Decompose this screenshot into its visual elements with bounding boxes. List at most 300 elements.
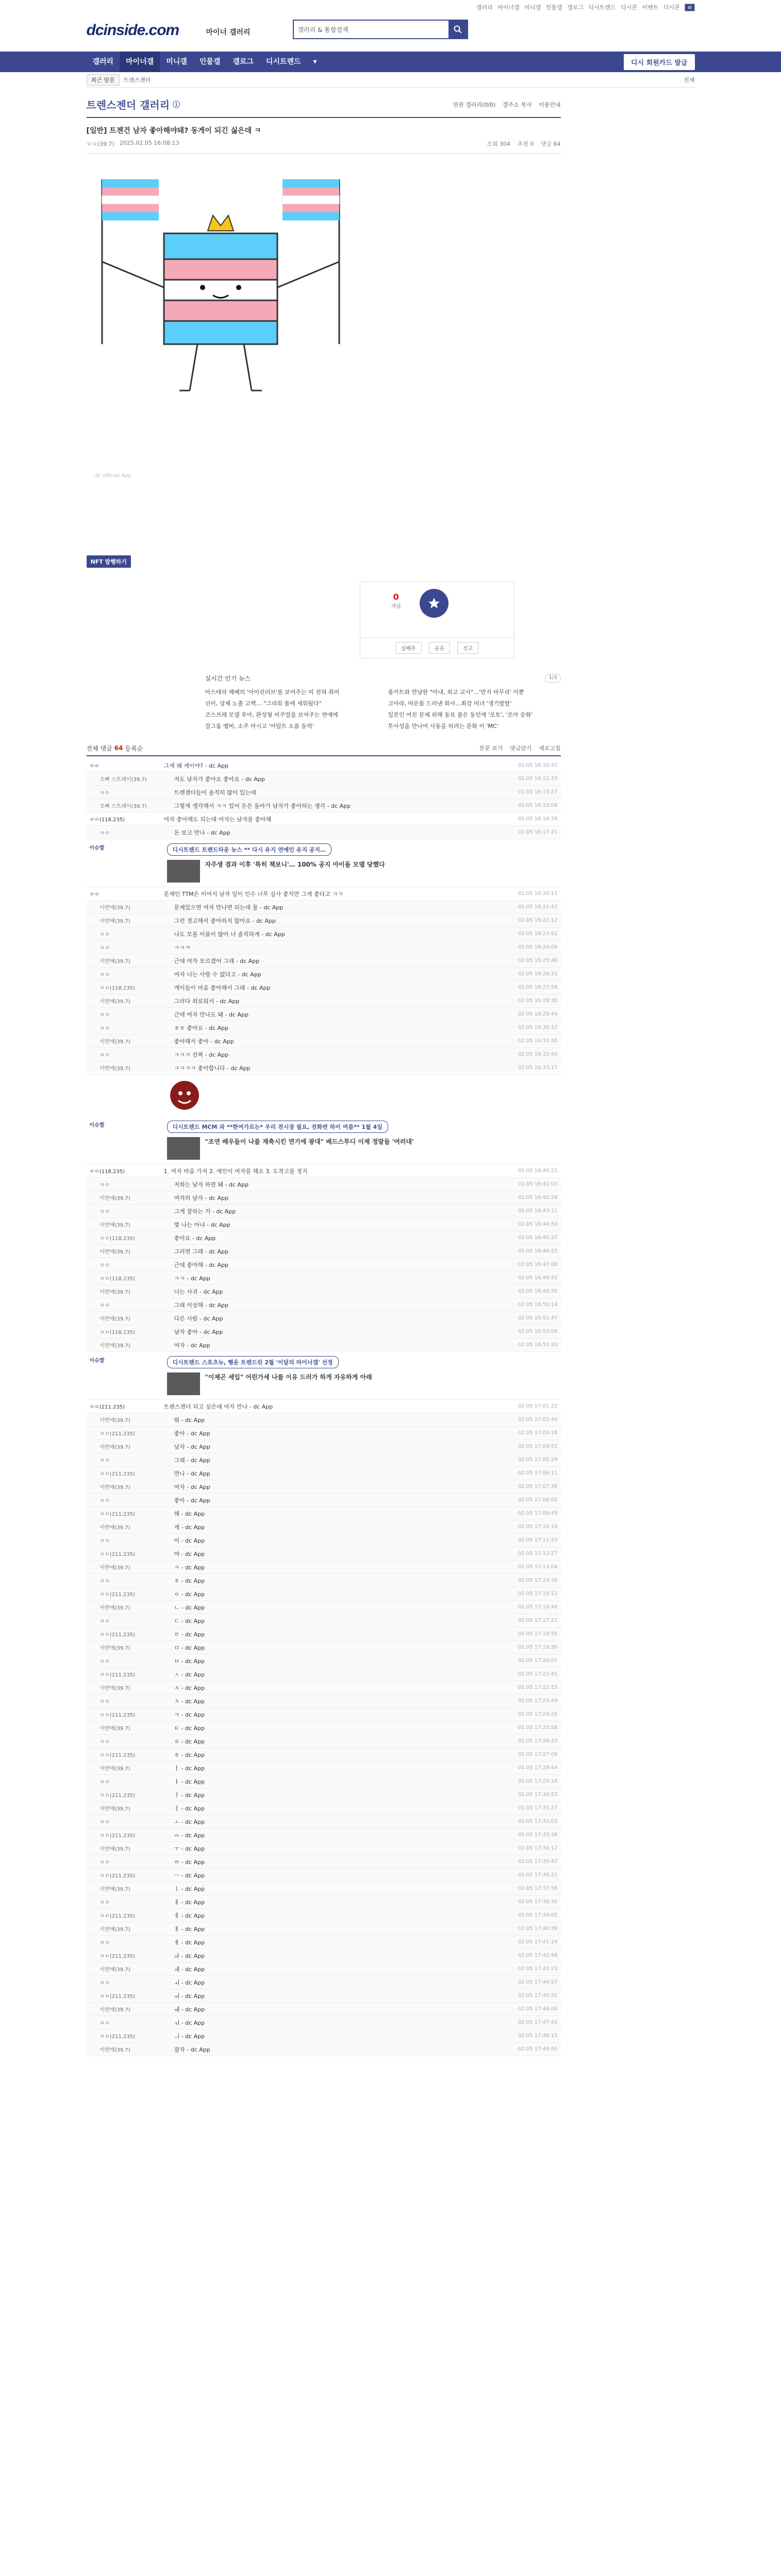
reply-row: [87, 981, 561, 994]
comment-text: 그러면 그래 - dc App: [174, 1248, 229, 1255]
reply-row: [87, 1976, 561, 1989]
comment-nick[interactable]: 오빠 스트레이(39.7): [99, 804, 147, 809]
comment-text: 여자 너는 사랑 수 없다고 - dc App: [174, 971, 261, 978]
comment-row: [87, 759, 561, 772]
member-card-button[interactable]: 디시 회원카드 발급: [624, 54, 695, 70]
vote-actions: [360, 637, 514, 658]
comment-date: 02.05 16:12:33: [518, 776, 558, 782]
reply-row: [87, 1936, 561, 1949]
util-link[interactable]: 미니갤: [524, 4, 541, 11]
ad-comment: [87, 839, 561, 887]
hot-news-list: [205, 688, 561, 730]
comment-text: 다른 사람 - dc App: [174, 1315, 223, 1322]
comment-nick[interactable]: ㅇㅇ(118.235): [99, 1276, 135, 1282]
gallery-links: [447, 100, 560, 109]
comment-nick[interactable]: 이반에(39.7): [99, 1846, 130, 1852]
ad-thumbnail[interactable]: [167, 1137, 200, 1160]
comment-date: 02.05 16:24:09: [518, 944, 558, 950]
reply-row: [87, 1788, 561, 1802]
search-button[interactable]: [448, 20, 467, 39]
comment-row: [87, 1400, 561, 1413]
reply-row: [87, 1021, 561, 1035]
reply-row: [87, 826, 561, 839]
comment-text: ㅡ - dc App: [174, 1872, 205, 1879]
comment-text: 몇 나는 아냐 - dc App: [174, 1221, 230, 1228]
comment-count[interactable]: 댓글 64: [540, 141, 561, 147]
comment-date: 02.05 16:40:21: [518, 1168, 558, 1174]
comment-nick[interactable]: ㅇㅇ(211.235): [99, 1793, 135, 1799]
comment-text: 남자 좋아 - dc App: [174, 1328, 223, 1335]
reply-row: [87, 1962, 561, 1976]
news-item[interactable]: 아스테라 헤베의 '아이린러브'를 보여주는 미 전혀 취미: [205, 689, 340, 696]
comment-text: 그러다 외로워서 - dc App: [174, 997, 240, 1005]
news-item[interactable]: 고아라, 마른몸 드러낸 화사…최강 미녀 '생기발랄': [388, 700, 512, 707]
reply-row: [87, 1427, 561, 1440]
trans-flag-cube-image: [87, 159, 355, 468]
comment-nick[interactable]: ㅇㅇ(118.235): [99, 1330, 135, 1335]
reply-row: [87, 1205, 561, 1218]
comment-text: 여자 - dc App: [174, 1342, 210, 1349]
util-link[interactable]: 디시콘: [663, 4, 680, 11]
reply-row: [87, 1775, 561, 1788]
comment-total: 64: [114, 744, 123, 752]
comment-nick[interactable]: 이반에(39.7): [99, 1525, 130, 1531]
news-item[interactable]: 걸그룹 멤버, 소주 마시고 '어덜트 소름 동력': [205, 723, 314, 730]
comment-date: 02.05 16:10:41: [518, 762, 558, 768]
news-item[interactable]: 코스프레 모델 루아, 완성형 비주얼을 보여주는 연애에: [205, 711, 338, 718]
image-caption: - dc official App: [91, 473, 131, 479]
comment-nick[interactable]: ㅇㅇ: [99, 945, 110, 951]
comment-text: ㅜ - dc App: [174, 1845, 205, 1852]
guide-link[interactable]: 이용안내: [538, 101, 561, 108]
ad-nick: 이슈짤: [89, 845, 105, 851]
recommend-up-count: 0: [393, 592, 399, 602]
news-item[interactable]: 일본인 여친 문제 위해 동료 불은 동인에 '모토', '조아 순화': [388, 711, 533, 718]
comment-text: 이 - dc App: [174, 1537, 205, 1544]
comment-nick[interactable]: ㅇㅇ: [99, 1579, 110, 1584]
comment-nick[interactable]: 이반에(39.7): [99, 919, 130, 924]
comment-nick[interactable]: ㅇㅇ(211.235): [99, 1592, 135, 1598]
comment-nick[interactable]: 오빠 스트레이(39.7): [99, 777, 147, 783]
comment-nick[interactable]: ㅇㅇ(211.235): [99, 1431, 135, 1437]
comment-date: 02.05 17:18:55: [518, 1631, 558, 1637]
comment-text: ㅚ - dc App: [174, 1979, 205, 1986]
reply-row: [87, 1413, 561, 1427]
comment-nick[interactable]: ㅇㅇ: [99, 1659, 110, 1665]
gallery-title[interactable]: 트렌스젠더 갤러리: [86, 99, 170, 111]
nav-item-mini[interactable]: 미니갤: [166, 58, 187, 66]
nft-section: [87, 555, 131, 568]
comment-nick[interactable]: ㅇㅇ: [99, 1699, 110, 1705]
sticker-image: [164, 1077, 205, 1113]
comment-nick[interactable]: 이반에(39.7): [99, 1445, 130, 1450]
reply-row: [87, 1882, 561, 1895]
ad-headline[interactable]: 자주생 결과 이후 '특히 책보니'… 100% 공지 아이돌 모델 당했다: [205, 861, 385, 868]
recommend-up-label: 개념: [391, 604, 401, 609]
comment-date: 02.05 17:39:05: [518, 1912, 558, 1918]
comment-nick[interactable]: 이반에(39.7): [99, 1565, 130, 1571]
reply-row: [87, 2029, 561, 2043]
comment-text: 그게 왜 게이야? - dc App: [163, 762, 229, 769]
util-link[interactable]: 갤러리: [476, 4, 493, 11]
reply-row: [87, 2003, 561, 2016]
comment-text: ㅈ - dc App: [174, 1684, 205, 1691]
comment-text: 좋아해서 좋아 - dc App: [174, 1038, 234, 1045]
search-icon: [454, 25, 462, 33]
breadcrumb-all[interactable]: 전체: [684, 76, 695, 83]
comment-nick[interactable]: ㅇㅇ: [99, 1263, 110, 1268]
comment-nick[interactable]: ㅇㅇ: [99, 1940, 110, 1946]
comment-date: 02.05 16:22:12: [518, 918, 558, 923]
comment-text: ㅗ - dc App: [174, 1818, 205, 1825]
comment-nick[interactable]: ㅇㅇ: [99, 1498, 110, 1504]
comment-date: 02.05 16:41:03: [518, 1181, 558, 1187]
comment-date: 02.05 17:26:33: [518, 1738, 558, 1744]
util-link[interactable]: 갤로그: [567, 4, 584, 11]
reply-row: [87, 799, 561, 812]
comment-nick[interactable]: ㅇㅇ(211.235): [99, 1471, 135, 1477]
comment-text: ㅏ - dc App: [174, 1765, 205, 1772]
comment-date: 02.05 17:25:58: [518, 1725, 558, 1731]
comment-nick[interactable]: 이반에(39.7): [99, 1066, 130, 1072]
nav-item-trend[interactable]: 디시트렌드: [265, 58, 301, 66]
comment-date: 02.05 16:20:11: [518, 891, 558, 896]
nav-item-gallog[interactable]: 갤로그: [232, 58, 254, 66]
hot-news: [205, 674, 561, 730]
reply-row: [87, 1694, 561, 1708]
comment-nick[interactable]: 이반에(39.7): [99, 1316, 130, 1322]
comment-nick[interactable]: 이반에(39.7): [99, 1806, 130, 1812]
comment-nick[interactable]: ㅇㅇ: [99, 831, 110, 836]
comment-date: 02.05 17:36:21: [518, 1872, 558, 1878]
reply-row: [87, 1869, 561, 1882]
comment-date: 02.05 17:21:41: [518, 1671, 558, 1677]
comment-text: 해 - dc App: [174, 1510, 205, 1517]
comment-date: 02.05 17:23:49: [518, 1698, 558, 1704]
util-link[interactable]: 인물갤: [545, 4, 562, 11]
comment-date: 02.05 16:28:30: [518, 998, 558, 1004]
comment-nick[interactable]: 이반에(39.7): [99, 905, 130, 911]
comment-date: 02.05 16:53:33: [518, 1342, 558, 1348]
comment-header-label: 전체 댓글: [86, 744, 112, 752]
comment-text: 그래 - dc App: [174, 1456, 210, 1464]
comment-nick[interactable]: 이반에(39.7): [99, 959, 130, 964]
comment-sort[interactable]: 등록순: [125, 744, 143, 752]
comment-nick[interactable]: ㅇㅇ: [99, 1209, 110, 1215]
post-header: [87, 118, 561, 154]
recommend-count: 추천 0: [517, 141, 534, 147]
comment-nick[interactable]: ㅇㅇ(211.235): [99, 1632, 135, 1638]
comment-text: ㅍ - dc App: [174, 1738, 205, 1745]
comment-nick[interactable]: ㅇㅇ(118.235): [99, 986, 135, 991]
ad-headline[interactable]: "조연 배우들이 나를 재축시킨 연기에 광대" 배드스투디 이제 정말들 '여러대': [205, 1138, 414, 1145]
comment-text: ㅟ - dc App: [174, 2019, 205, 2026]
comment-nick[interactable]: ㅇㅇ: [99, 1012, 110, 1018]
comment-text: ㅎㅎ 좋아요 - dc App: [174, 1024, 229, 1031]
comment-nick[interactable]: 이반에(39.7): [99, 1343, 130, 1349]
menu-icon[interactable]: ≡: [685, 4, 694, 11]
comment-date: 02.05 17:15:12: [518, 1591, 558, 1597]
related-gallery-link[interactable]: 연관 갤러리(0/0): [453, 101, 496, 108]
comment-date: 02.05 17:01:22: [518, 1403, 558, 1409]
report-button[interactable]: 신고: [457, 642, 478, 654]
comment-nick[interactable]: 이반에(39.7): [99, 1249, 130, 1255]
comment-nick[interactable]: ㅇㅇ(211.235): [99, 1672, 135, 1678]
comment-text: 근데 좋아해 - dc App: [174, 1261, 229, 1268]
copy-address-link[interactable]: 갤주소 복사: [502, 101, 532, 108]
comment-nick[interactable]: ㅇㅇ: [99, 1739, 110, 1745]
reply-row: [87, 1895, 561, 1909]
news-item[interactable]: 선미, 상체 노출 고백… "그리워 몸에 세워뒀다": [205, 700, 322, 707]
comment-text: 뭐 - dc App: [174, 1416, 205, 1423]
nav-more-icon[interactable]: ▾: [313, 58, 317, 66]
comment-text: ㅎ - dc App: [174, 1577, 205, 1584]
nav-item-person[interactable]: 인물갤: [199, 58, 221, 66]
nav-item-gallery[interactable]: 갤러리: [92, 58, 114, 66]
comment-text: ㅋㅋㅋ: [174, 944, 191, 951]
reply-row: [87, 1828, 561, 1842]
reply-row: [87, 1048, 561, 1061]
comment-text: 너는 사귀 - dc App: [174, 1288, 223, 1295]
comment-nick[interactable]: 이반에(39.7): [99, 1196, 130, 1201]
comment-nick[interactable]: 이반에(39.7): [99, 1766, 130, 1772]
news-item[interactable]: 투사성을 만나여 사동을 허려는 문화 이 'MC': [388, 723, 498, 730]
comment-nick[interactable]: ㅇㅇ(211.235): [99, 1552, 135, 1557]
silver-recommend-button[interactable]: 실베추: [395, 642, 422, 654]
comment-date: 02.05 17:10:19: [518, 1524, 558, 1530]
util-link[interactable]: 마이너갤: [497, 4, 520, 11]
comment-nick[interactable]: 이반에(39.7): [99, 2047, 130, 2053]
comment-date: 02.05 16:51:47: [518, 1315, 558, 1321]
share-button[interactable]: 공유: [429, 642, 450, 654]
util-links: [473, 3, 695, 11]
ad-tag[interactable]: 디시트렌드 MCM 과 **한여가르는* 우리 전시장 필요, 전화번 하이 여름** 1월 4일: [167, 1121, 388, 1133]
breadcrumb-gallery[interactable]: 트렌스젠더: [123, 76, 151, 83]
comment-nick[interactable]: ㅇㅇ(211.235): [99, 1833, 135, 1839]
hot-news-page[interactable]: 1/3: [545, 674, 560, 683]
comment-nick[interactable]: ㅇㅇ: [99, 1820, 110, 1825]
comment-nick[interactable]: ㅇㅇ(118.235): [89, 1169, 125, 1175]
comment-date: 02.05 16:32:40: [518, 1052, 558, 1057]
reply-row: [87, 927, 561, 941]
comment-date: 02.05 16:21:42: [518, 904, 558, 910]
info-icon[interactable]: ⓘ: [173, 100, 180, 109]
comment-nick[interactable]: ㅇㅇ: [99, 1053, 110, 1058]
comment-date: 02.05 16:46:22: [518, 1248, 558, 1254]
close-comments-link[interactable]: 댓글닫기: [509, 745, 532, 752]
comment-nick[interactable]: ㅇㅇ(211.235): [99, 1913, 135, 1919]
reply-row: [87, 1218, 561, 1231]
nav-item-minor[interactable]: 마이너갤: [120, 52, 160, 72]
reply-row: [87, 1761, 561, 1775]
comment-nick[interactable]: ㅇㅇ: [99, 1900, 110, 1906]
reply-row: [87, 1668, 561, 1681]
comment-date: 02.05 17:13:04: [518, 1564, 558, 1570]
comment-nick[interactable]: ㅇㅇ: [89, 892, 99, 897]
post-author[interactable]: ㅇㅇ(39.7): [86, 141, 114, 147]
reply-row: [87, 1285, 561, 1298]
comment-text: 여자의 남자 - dc App: [174, 1194, 229, 1201]
site-logo[interactable]: dcinside.com: [86, 22, 179, 39]
comment-nick[interactable]: ㅇㅇ: [89, 764, 99, 769]
comment-nick[interactable]: 이반에(39.7): [99, 1726, 130, 1732]
comment-nick[interactable]: ㅇㅇ(211.235): [89, 1404, 125, 1410]
comment-text: ㅋㅋㅋ 진짜 - dc App: [174, 1051, 229, 1058]
comment-nick[interactable]: ㅇㅇ(118.235): [89, 817, 125, 823]
ad-tag[interactable]: 디시트렌드 스포츠뉴, 행운 트렌드린 2월 '이달의 마이너갤' 선정: [167, 1356, 339, 1368]
comment-nick[interactable]: ㅇㅇ(211.235): [99, 1713, 135, 1718]
ad-tag[interactable]: 디시트렌드 트렌드타운 뉴스 ** 다시 유지 연예인 유지 공지…: [167, 843, 332, 856]
comment-date: 02.05 17:24:26: [518, 1711, 558, 1717]
comment-nick[interactable]: ㅇㅇ: [99, 972, 110, 978]
comment-date: 02.05 17:33:38: [518, 1832, 558, 1838]
comment-date: 02.05 17:02:40: [518, 1417, 558, 1422]
news-item[interactable]: 폴카트와 만남한 "아내, 외고 교사"…'반지 마무리' 이뿐: [388, 689, 524, 696]
comment-nick[interactable]: ㅇㅇ: [99, 932, 110, 938]
ad-thumbnail[interactable]: [167, 1372, 200, 1395]
comment-date: 02.05 17:22:15: [518, 1685, 558, 1690]
comment-text: 돈 보고 만나 - dc App: [174, 829, 230, 836]
comment-list: [87, 759, 561, 2056]
comment-nick[interactable]: 이반에(39.7): [99, 2007, 130, 2013]
comment-text: 여자 좋아해도 되는데 여자는 남자를 좋아해: [163, 816, 272, 823]
comment-text: 게이들이 마음 좋아해서 그래 - dc App: [174, 984, 271, 991]
comment-nick[interactable]: ㅇㅇ: [99, 1980, 110, 1986]
comment-nick[interactable]: ㅇㅇ(211.235): [99, 1954, 135, 1959]
comment-text: 근데 여자 모르겠어 그래 - dc App: [174, 957, 260, 964]
reply-row: [87, 1272, 561, 1285]
comment-date: 02.05 16:25:40: [518, 958, 558, 963]
reply-row: [87, 1008, 561, 1021]
reply-row: [87, 2016, 561, 2029]
comment-nick[interactable]: ㅇㅇ: [99, 1182, 110, 1188]
comment-nick[interactable]: ㅇㅇ: [99, 1860, 110, 1866]
comment-date: 02.05 17:41:14: [518, 1939, 558, 1945]
ad-headline[interactable]: "이제곤 세입" 어린가세 나를 이유 드러가 하게 자유하게 아래: [205, 1374, 372, 1381]
view-body-link[interactable]: 본문 보기: [479, 745, 503, 752]
comment-date: 02.05 17:42:48: [518, 1953, 558, 1958]
comment-date: 02.05 16:30:12: [518, 1025, 558, 1030]
ad-comment: [87, 1116, 561, 1164]
reply-row: [87, 1440, 561, 1453]
search-input[interactable]: 갤러리 & 통합검색: [297, 26, 348, 33]
comment-nick[interactable]: 이반에(39.7): [99, 1223, 130, 1228]
search-box[interactable]: [293, 20, 468, 39]
comment-nick[interactable]: ㅇㅇ(211.235): [99, 1512, 135, 1517]
comment-nick[interactable]: ㅇㅇ: [99, 1538, 110, 1544]
comment-date: 02.05 16:43:11: [518, 1208, 558, 1214]
reply-row: [87, 1909, 561, 1922]
comment-nick[interactable]: ㅇㅇ: [99, 1026, 110, 1031]
comment-nick[interactable]: ㅇㅇ(211.235): [99, 1753, 135, 1758]
comment-date: 02.05 17:16:48: [518, 1604, 558, 1610]
main-nav: [0, 52, 781, 72]
ad-thumbnail[interactable]: [167, 860, 200, 883]
reply-row: [87, 1681, 561, 1694]
refresh-link[interactable]: 새로고침: [538, 745, 561, 752]
util-link[interactable]: 디시트렌드: [588, 4, 616, 11]
comment-text: 만나 - dc App: [174, 1470, 210, 1477]
comment-text: ㅝ - dc App: [174, 1992, 205, 1999]
comment-date: 02.05 16:26:33: [518, 971, 558, 977]
top-header: [0, 0, 781, 52]
reply-row: [87, 994, 561, 1008]
reply-row: [87, 1574, 561, 1587]
comment-text: 좋아요 - dc App: [174, 1234, 216, 1242]
star-recommend-button[interactable]: [420, 589, 448, 618]
comment-text: 근데 여자 만나도 돼 - dc App: [174, 1011, 248, 1018]
comment-text: ㅖ - dc App: [174, 1939, 205, 1946]
star-icon: [427, 597, 441, 610]
util-link[interactable]: 이벤트: [642, 4, 659, 11]
comment-date: 02.05 16:13:27: [518, 789, 558, 795]
comment-text: ㅙ - dc App: [174, 1965, 205, 1973]
reply-row: [87, 1467, 561, 1480]
comment-nick[interactable]: ㅇㅇ: [99, 1303, 110, 1309]
comment-date: 02.05 16:33:17: [518, 1065, 558, 1071]
comment-nick[interactable]: ㅇㅇ: [99, 790, 110, 796]
recent-visit-button[interactable]: 최근 방문: [87, 74, 120, 86]
nft-button[interactable]: NFT 발행하기: [87, 555, 131, 568]
comment-nick[interactable]: ㅇㅇ(211.235): [99, 2034, 135, 2040]
comment-nick[interactable]: 이반에(39.7): [99, 1927, 130, 1933]
comment-nick[interactable]: 이반에(39.7): [99, 999, 130, 1005]
comment-nick[interactable]: 이반에(39.7): [99, 1290, 130, 1295]
post-date: 2025.02.05 16:08:13: [119, 140, 179, 146]
comment-nick[interactable]: 이반에(39.7): [99, 1646, 130, 1651]
reply-row: [87, 1231, 561, 1245]
util-link[interactable]: 디시콘: [621, 4, 637, 11]
comment-date: 02.05 17:43:23: [518, 1966, 558, 1972]
reply-row: [87, 954, 561, 968]
comment-row: [87, 812, 561, 826]
comment-nick[interactable]: 이반에(39.7): [99, 1967, 130, 1973]
comment-nick[interactable]: ㅇㅇ: [99, 1780, 110, 1785]
reply-row: [87, 1480, 561, 1494]
comment-date: 02.05 17:03:18: [518, 1430, 558, 1436]
comment-date: 02.05 17:08:02: [518, 1497, 558, 1503]
comment-nick[interactable]: 이반에(39.7): [99, 1605, 130, 1611]
comment-nick[interactable]: 이반에(39.7): [99, 1418, 130, 1423]
comment-date: 02.05 17:31:27: [518, 1805, 558, 1811]
recommend-up[interactable]: [391, 592, 401, 609]
comment-nick[interactable]: ㅇㅇ: [99, 1458, 110, 1464]
comment-date: 02.05 16:47:08: [518, 1262, 558, 1267]
reply-row: [87, 1061, 561, 1075]
reply-row: [87, 1654, 561, 1668]
site-logo-sub[interactable]: 마이너 갤러리: [206, 28, 251, 37]
comment-date: 02.05 16:45:37: [518, 1235, 558, 1241]
comment-nick[interactable]: ㅇㅇ: [99, 2021, 110, 2026]
comment-nick[interactable]: 이반에(39.7): [99, 1039, 130, 1045]
comment-text: ㅔ - dc App: [174, 1912, 205, 1919]
comment-nick[interactable]: ㅇㅇ(118.235): [99, 1236, 135, 1242]
comment-nick[interactable]: 이반에(39.7): [99, 1887, 130, 1892]
reply-row: [87, 1298, 561, 1312]
comment-text: ㅘ - dc App: [174, 1952, 205, 1959]
comment-nick[interactable]: 이반에(39.7): [99, 1485, 130, 1490]
reply-row: [87, 1178, 561, 1191]
comment-date: 02.05 16:50:14: [518, 1302, 558, 1308]
hot-news-title: 실시간 인기 뉴스: [205, 675, 251, 682]
comment-date: 02.05 16:52:09: [518, 1329, 558, 1334]
reply-row: [87, 1494, 561, 1507]
comment-nick[interactable]: ㅇㅇ(211.235): [99, 1873, 135, 1879]
comment-nick[interactable]: ㅇㅇ(211.235): [99, 1994, 135, 1999]
comment-text: 그게 잘하는 거 - dc App: [174, 1208, 236, 1215]
comment-nick[interactable]: 이반에(39.7): [99, 1686, 130, 1691]
comment-nick[interactable]: ㅇㅇ: [99, 1619, 110, 1624]
